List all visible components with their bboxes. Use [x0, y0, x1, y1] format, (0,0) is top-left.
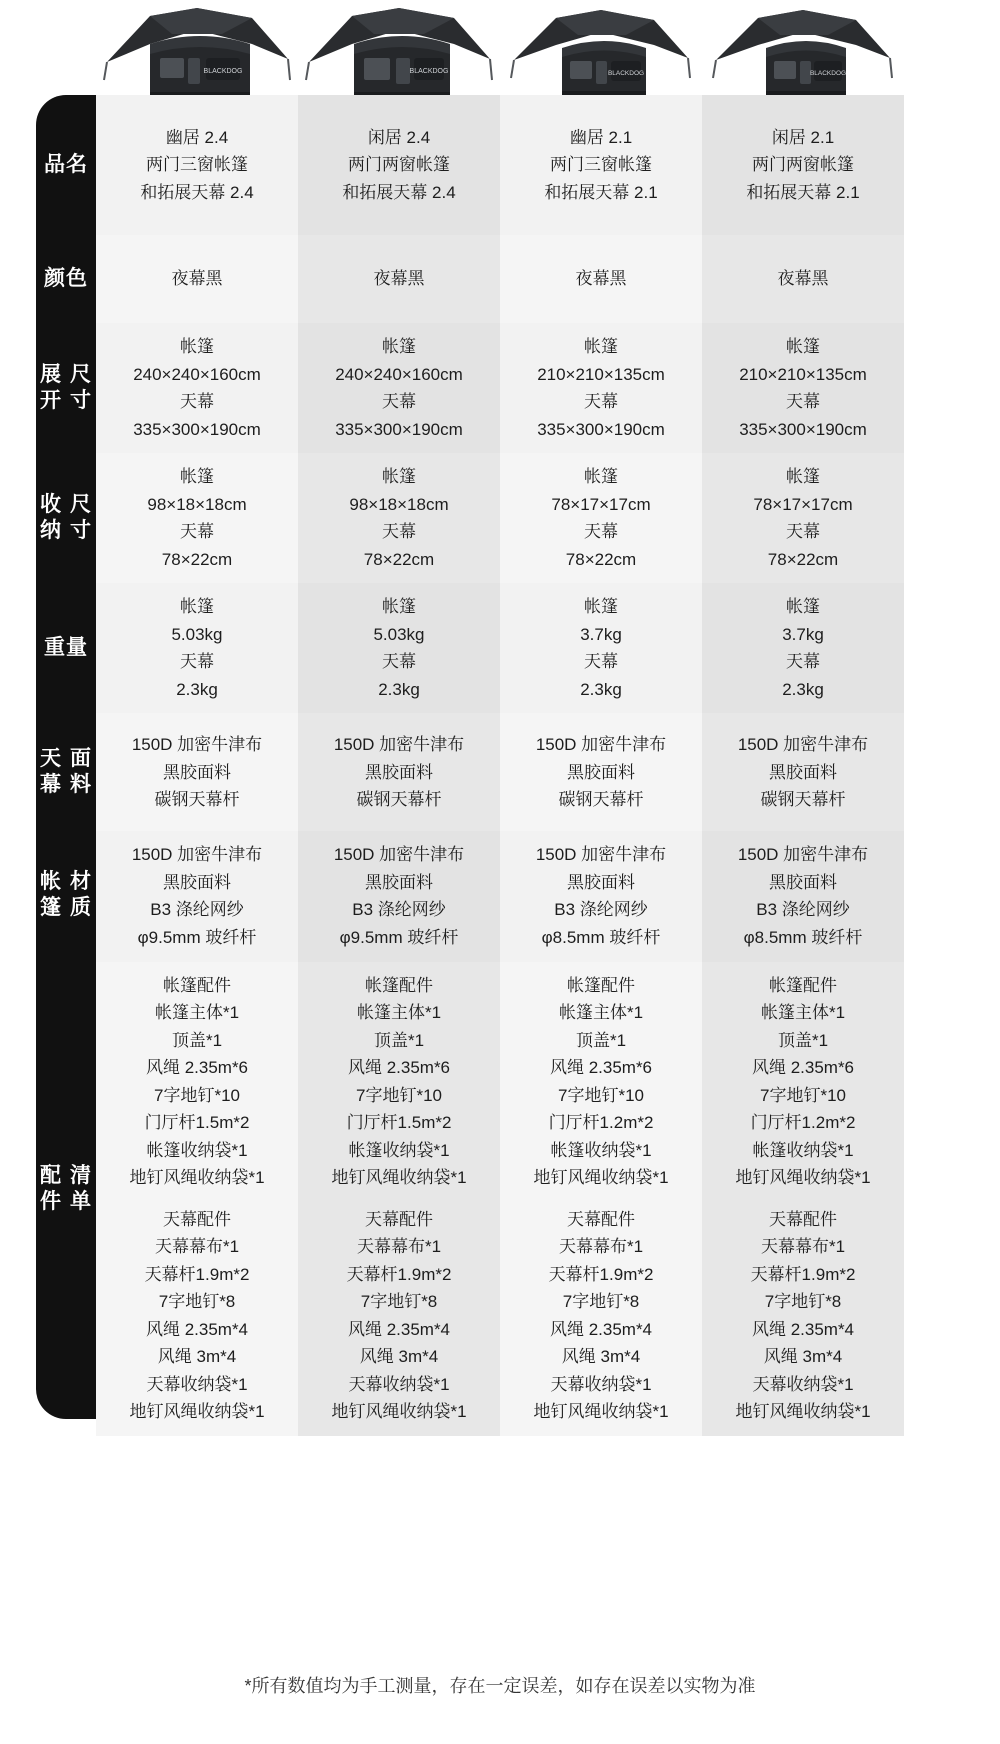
- spec-cell: 闲居 2.4 两门两窗帐篷 和拓展天幕 2.4: [298, 95, 500, 235]
- table-row: [96, 323, 904, 453]
- spec-cell: 帐篷 240×240×160cm 天幕 335×300×190cm: [298, 323, 500, 453]
- svg-text:BLACKDOG: BLACKDOG: [607, 70, 645, 77]
- spec-cell: 帐篷配件 帐篷主体*1 顶盖*1 风绳 2.35m*6 7字地钉*10 门厅杆1.2m*2 帐篷收纳袋*1 地钉风绳收纳袋*1 天幕配件 天幕幕布*1 天幕杆1.9m*2 7字地钉*8 风绳 2.35m*4 风绳 3m*4 天幕收纳袋*1 地钉风绳收纳袋*1: [702, 962, 904, 1437]
- row-label: 重量: [44, 635, 88, 659]
- spec-cell: 帐篷 210×210×135cm 天幕 335×300×190cm: [702, 323, 904, 453]
- table-row: [96, 583, 904, 713]
- row-label: 收纳 尺寸: [40, 492, 92, 542]
- spec-cell: 帐篷配件 帐篷主体*1 顶盖*1 风绳 2.35m*6 7字地钉*10 门厅杆1.5m*2 帐篷收纳袋*1 地钉风绳收纳袋*1 天幕配件 天幕幕布*1 天幕杆1.9m*2 7字地钉*8 风绳 2.35m*4 风绳 3m*4 天幕收纳袋*1 地钉风绳收纳袋*1: [298, 962, 500, 1437]
- row-label: 展开 尺寸: [40, 362, 92, 412]
- table-row: [96, 453, 904, 583]
- spec-cell: 帐篷 98×18×18cm 天幕 78×22cm: [96, 453, 298, 583]
- spec-cell: 帐篷配件 帐篷主体*1 顶盖*1 风绳 2.35m*6 7字地钉*10 门厅杆1.5m*2 帐篷收纳袋*1 地钉风绳收纳袋*1 天幕配件 天幕幕布*1 天幕杆1.9m*2 7字地钉*8 风绳 2.35m*4 风绳 3m*4 天幕收纳袋*1 地钉风绳收纳袋*1: [96, 962, 298, 1437]
- row-label-column: [36, 95, 96, 1419]
- product-image-row: [96, 0, 904, 105]
- row-label: 品名: [44, 152, 88, 176]
- spec-cell: 帐篷 210×210×135cm 天幕 335×300×190cm: [500, 323, 702, 453]
- table-row: [96, 831, 904, 961]
- spec-cell: 150D 加密牛津布 黑胶面料 B3 涤纶网纱 φ9.5mm 玻纤杆: [298, 831, 500, 961]
- spec-cell: 150D 加密牛津布 黑胶面料 B3 涤纶网纱 φ8.5mm 玻纤杆: [500, 831, 702, 961]
- spec-cell: 幽居 2.4 两门三窗帐篷 和拓展天幕 2.4: [96, 95, 298, 235]
- table-row: [96, 713, 904, 831]
- spec-cell: 幽居 2.1 两门三窗帐篷 和拓展天幕 2.1: [500, 95, 702, 235]
- spec-cell: 150D 加密牛津布 黑胶面料 碳钢天幕杆: [298, 713, 500, 831]
- tent-with-canopy-icon: [506, 4, 696, 104]
- spec-cell: 帐篷配件 帐篷主体*1 顶盖*1 风绳 2.35m*6 7字地钉*10 门厅杆1.2m*2 帐篷收纳袋*1 地钉风绳收纳袋*1 天幕配件 天幕幕布*1 天幕杆1.9m*2 7字地钉*8 风绳 2.35m*4 风绳 3m*4 天幕收纳袋*1 地钉风绳收纳袋*1: [500, 962, 702, 1437]
- tent-with-canopy-icon: [304, 4, 494, 104]
- spec-cell: 150D 加密牛津布 黑胶面料 B3 涤纶网纱 φ9.5mm 玻纤杆: [96, 831, 298, 961]
- spec-cell: 150D 加密牛津布 黑胶面料 碳钢天幕杆: [702, 713, 904, 831]
- row-label: 配件 清单: [40, 1163, 92, 1213]
- row-label: 天幕 面料: [40, 746, 92, 796]
- spec-cell: 帐篷 78×17×17cm 天幕 78×22cm: [500, 453, 702, 583]
- table-row: [96, 235, 904, 323]
- product-image-3: [500, 0, 702, 105]
- spec-cell: 150D 加密牛津布 黑胶面料 B3 涤纶网纱 φ8.5mm 玻纤杆: [702, 831, 904, 961]
- spec-cell: 150D 加密牛津布 黑胶面料 碳钢天幕杆: [500, 713, 702, 831]
- footnote: *所有数值均为手工测量，存在一定误差，如存在误差以实物为准: [244, 1676, 756, 1696]
- spec-cell: 帐篷 5.03kg 天幕 2.3kg: [298, 583, 500, 713]
- table-row: [96, 962, 904, 1437]
- svg-text:BLACKDOG: BLACKDOG: [809, 70, 847, 77]
- spec-table: [96, 95, 904, 1436]
- spec-cell: 夜幕黑: [500, 235, 702, 323]
- spec-cell: 夜幕黑: [702, 235, 904, 323]
- svg-text:BLACKDOG: BLACKDOG: [203, 68, 243, 75]
- spec-cell: 帐篷 98×18×18cm 天幕 78×22cm: [298, 453, 500, 583]
- table-row: [96, 95, 904, 235]
- product-image-4: [702, 0, 904, 105]
- tent-with-canopy-icon: [708, 4, 898, 104]
- spec-cell: 帐篷 78×17×17cm 天幕 78×22cm: [702, 453, 904, 583]
- spec-cell: 夜幕黑: [298, 235, 500, 323]
- svg-text:BLACKDOG: BLACKDOG: [409, 68, 449, 75]
- spec-cell: 夜幕黑: [96, 235, 298, 323]
- spec-cell: 帐篷 3.7kg 天幕 2.3kg: [500, 583, 702, 713]
- product-image-2: [298, 0, 500, 105]
- spec-cell: 帐篷 3.7kg 天幕 2.3kg: [702, 583, 904, 713]
- spec-cell: 闲居 2.1 两门两窗帐篷 和拓展天幕 2.1: [702, 95, 904, 235]
- row-label: 帐篷 材质: [40, 869, 92, 919]
- spec-cell: 150D 加密牛津布 黑胶面料 碳钢天幕杆: [96, 713, 298, 831]
- tent-with-canopy-icon: [102, 4, 292, 104]
- spec-cell: 帐篷 240×240×160cm 天幕 335×300×190cm: [96, 323, 298, 453]
- spec-cell: 帐篷 5.03kg 天幕 2.3kg: [96, 583, 298, 713]
- row-label: 颜色: [44, 266, 88, 290]
- product-image-1: [96, 0, 298, 105]
